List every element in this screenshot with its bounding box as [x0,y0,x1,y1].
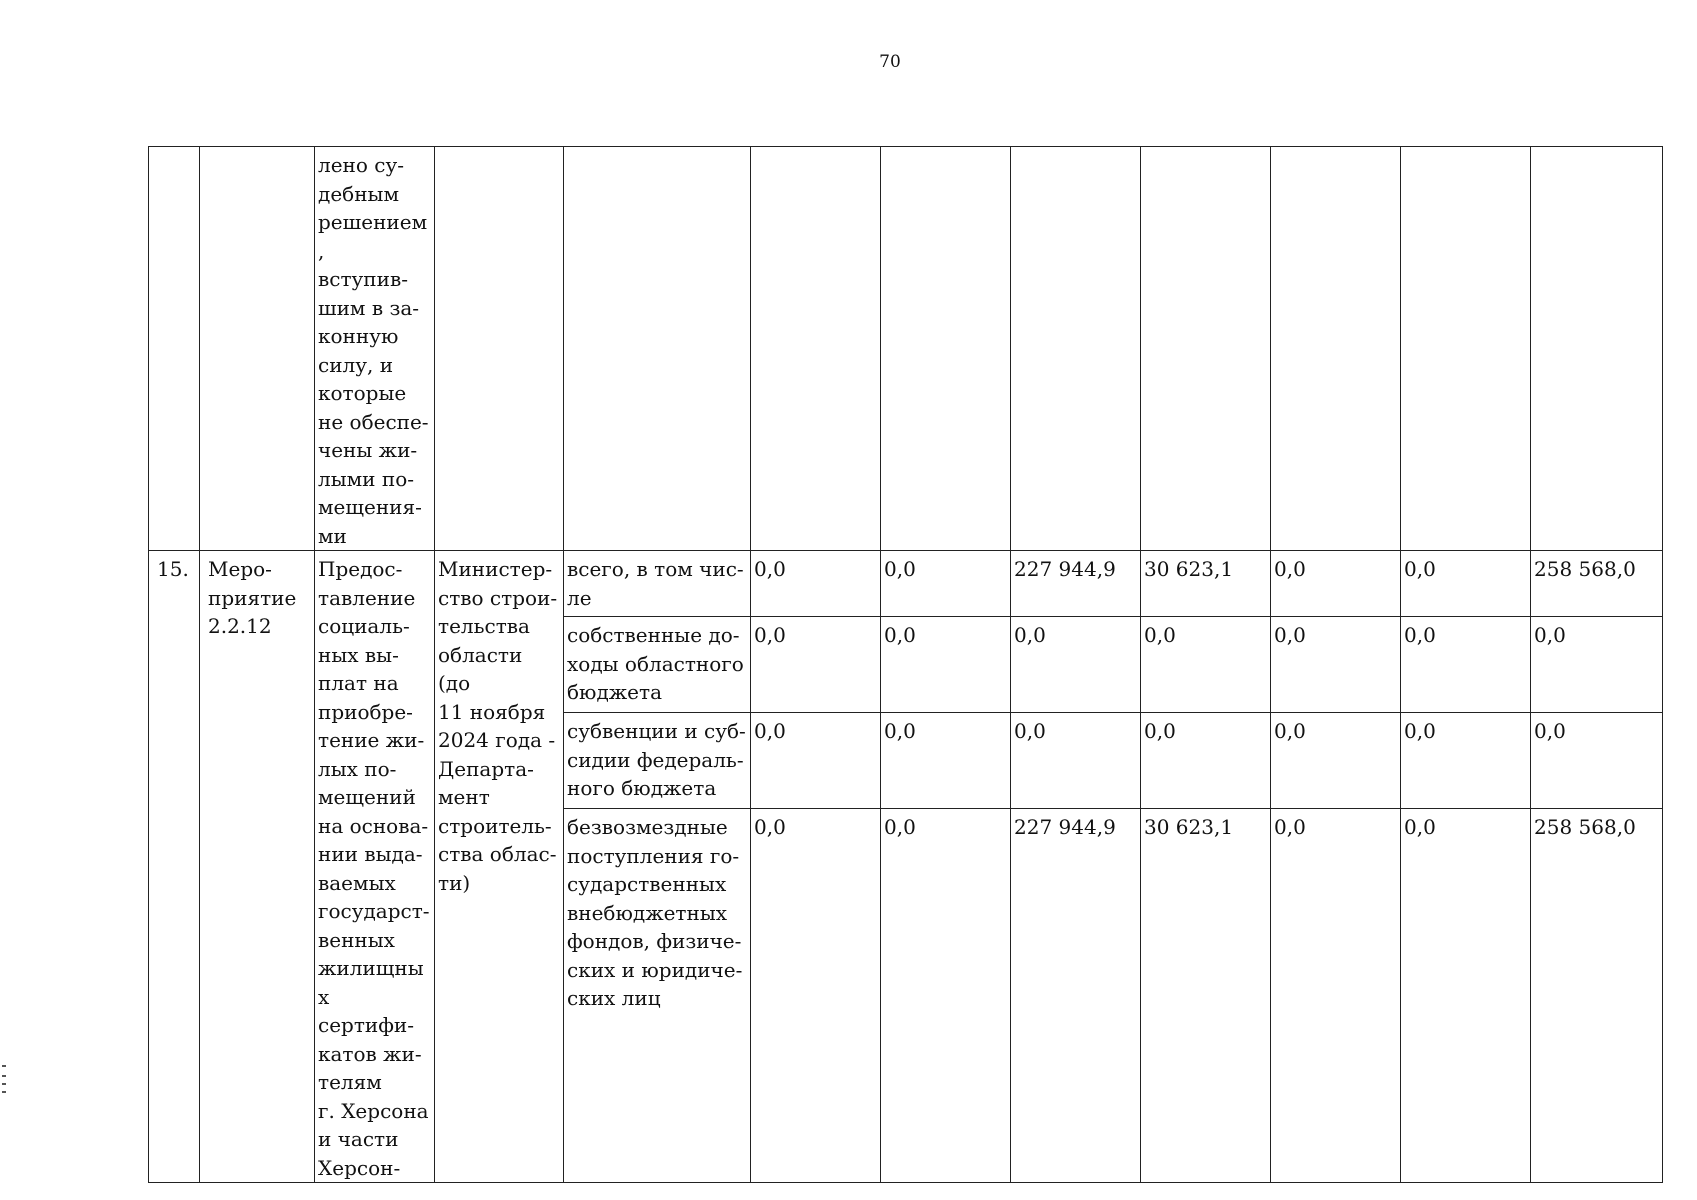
funding-value: 0,0 [751,551,881,617]
executor-cell-empty [435,147,564,551]
funding-value: 227 944,9 [1011,809,1141,1183]
funding-value: 0,0 [1531,713,1663,809]
number-cell-empty [149,147,200,551]
page-number: 70 [879,52,901,72]
funding-value: 0,0 [1271,617,1401,713]
value-cell-empty [1401,147,1531,551]
scan-artifact-mark [2,1075,6,1077]
funding-value: 30 623,1 [1141,809,1271,1183]
funding-value: 0,0 [1011,713,1141,809]
measure-executor: Министер- ство строи- тельства области (до 11 ноября 2024 года - Департа- мент строитель- ства облас- ти) [435,551,564,1183]
measure-number: 15. [149,551,200,1183]
funding-value: 0,0 [1401,809,1531,1183]
funding-source: субвенции и суб- сидии федераль- ного бюджета [564,713,751,809]
scan-artifact-mark [2,1083,6,1085]
funding-value: 0,0 [881,713,1011,809]
funding-value: 0,0 [1011,617,1141,713]
funding-value: 227 944,9 [1011,551,1141,617]
value-cell-empty [881,147,1011,551]
funding-value: 0,0 [751,617,881,713]
name-cell-empty [200,147,315,551]
continuation-row [149,147,1663,551]
value-cell-empty [1011,147,1141,551]
scan-artifact-mark [2,1091,6,1093]
measure-name: Меро- приятие 2.2.12 [200,551,315,1183]
funding-value: 0,0 [751,713,881,809]
source-cell-empty [564,147,751,551]
funding-value: 0,0 [1271,551,1401,617]
description-continuation: лено су- дебным решением, вступив- шим в за- конную силу, и которые не обеспе- чены жи- лыми по- мещения- ми [315,147,435,551]
funding-value: 0,0 [1141,617,1271,713]
funding-source: безвозмездные поступления го- сударственных внебюджетных фондов, физиче- ских и юридиче- ских лиц [564,809,751,1183]
funding-value: 0,0 [1401,713,1531,809]
funding-value: 0,0 [881,617,1011,713]
funding-value: 0,0 [1401,551,1531,617]
value-cell-empty [751,147,881,551]
program-funding-table [148,146,1663,1183]
funding-source: всего, в том чис- ле [564,551,751,617]
funding-value: 0,0 [1531,617,1663,713]
funding-row-total [149,551,1663,617]
funding-value: 0,0 [1271,809,1401,1183]
funding-source: собственные до- ходы областного бюджета [564,617,751,713]
value-cell-empty [1271,147,1401,551]
funding-value: 0,0 [1401,617,1531,713]
funding-value: 0,0 [751,809,881,1183]
funding-value: 258 568,0 [1531,809,1663,1183]
funding-value: 258 568,0 [1531,551,1663,617]
value-cell-empty [1141,147,1271,551]
funding-value: 0,0 [881,809,1011,1183]
funding-value: 0,0 [881,551,1011,617]
scan-artifact-mark [2,1065,6,1067]
measure-description: Предос- тавление социаль- ных вы- плат на приобре- тение жи- лых по- мещений на основа- нии выда- ваемых государст- венных жилищных сертифи- катов жи- телям г. Херсона и части Херсон- [315,551,435,1183]
funding-value: 0,0 [1271,713,1401,809]
value-cell-empty [1531,147,1663,551]
funding-value: 0,0 [1141,713,1271,809]
funding-value: 30 623,1 [1141,551,1271,617]
